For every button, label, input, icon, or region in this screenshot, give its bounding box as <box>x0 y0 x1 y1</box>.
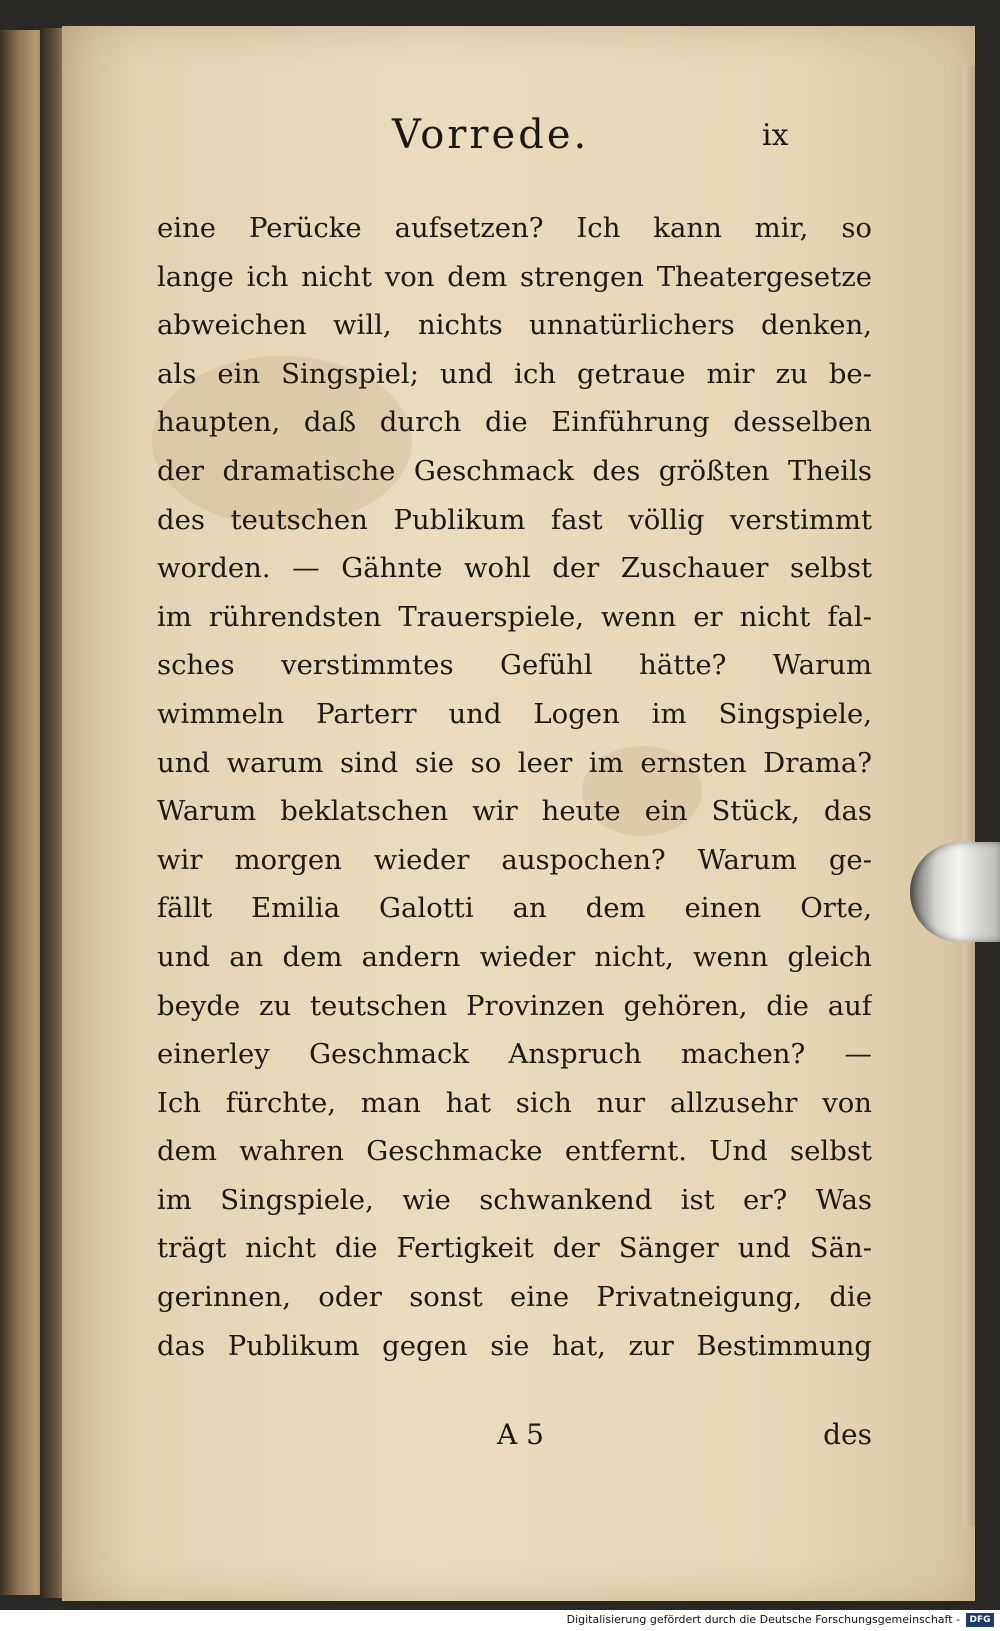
signature-mark: A 5 <box>497 1418 544 1451</box>
text-line: gerinnen, oder sonst eine Privatneigung, die <box>157 1281 872 1314</box>
book-page <box>62 26 975 1601</box>
dfg-logo: DFG <box>966 1613 994 1627</box>
text-line: des teutschen Publikum fast völlig verstimmt <box>157 503 872 536</box>
footer-credit: Digitalisierung gefördert durch die Deutsche Forschungsgemeinschaft - <box>566 1613 960 1626</box>
text-line: als ein Singspiel; und ich getraue mir zu be- <box>157 357 872 390</box>
text-line: abweichen will, nichts unnatürlichers denken, <box>157 309 872 342</box>
running-head-title: Vorrede. <box>392 112 590 158</box>
text-line: beyde zu teutschen Provinzen gehören, die auf <box>157 989 872 1022</box>
text-line: fällt Emilia Galotti an dem einen Orte, <box>157 892 872 925</box>
text-line: trägt nicht die Fertigkeit der Sänger und Sän- <box>157 1232 872 1265</box>
text-line: wimmeln Parterr und Logen im Singspiele, <box>157 697 872 730</box>
text-line: und warum sind sie so leer im ernsten Drama? <box>157 746 872 779</box>
body-text <box>157 204 872 1370</box>
footer-bar <box>0 1610 1000 1631</box>
text-line: wir morgen wieder auspochen? Warum ge- <box>157 843 872 876</box>
text-line: der dramatische Geschmack des größten Theils <box>157 454 872 487</box>
text-line: lange ich nicht von dem strengen Theatergesetze <box>157 260 872 293</box>
text-line: einerley Geschmack Anspruch machen? — <box>157 1038 872 1071</box>
text-line: Warum beklatschen wir heute ein Stück, das <box>157 795 872 828</box>
text-line: haupten, daß durch die Einführung desselben <box>157 406 872 439</box>
page-number: ix <box>762 118 789 153</box>
text-line: dem wahren Geschmacke entfernt. Und selbst <box>157 1135 872 1168</box>
text-line: Ich fürchte, man hat sich nur allzusehr von <box>157 1086 872 1119</box>
page-foot <box>157 1418 872 1466</box>
text-line: im rührendsten Trauerspiele, wenn er nicht fal- <box>157 600 872 633</box>
text-line: eine Perücke aufsetzen? Ich kann mir, so <box>157 212 872 244</box>
text-line: das Publikum gegen sie hat, zur Bestimmung <box>157 1329 872 1362</box>
text-line: sches verstimmtes Gefühl hätte? Warum <box>157 649 872 682</box>
text-line: und an dem andern wieder nicht, wenn gleich <box>157 940 872 973</box>
page-clip <box>910 842 1000 942</box>
catchword: des <box>823 1418 872 1451</box>
page-right-edge <box>963 66 975 1526</box>
running-head <box>62 112 975 172</box>
text-line: worden. — Gähnte wohl der Zuschauer selbst <box>157 552 872 585</box>
text-line: im Singspiele, wie schwankend ist er? Was <box>157 1183 872 1216</box>
